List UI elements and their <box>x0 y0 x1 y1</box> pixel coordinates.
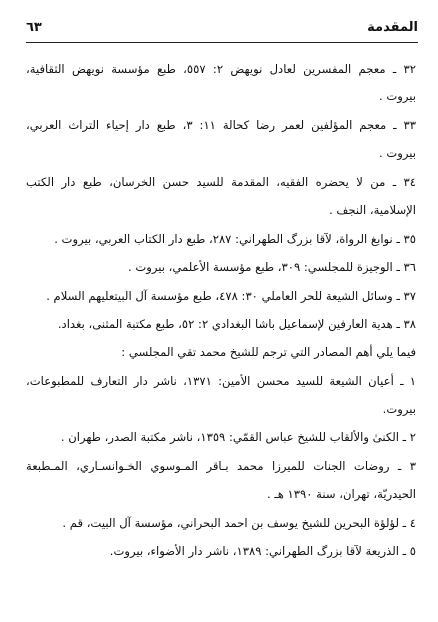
text-line: ٣٥ ـ نوابغ الرواة، لآقا بزرگ الطهراني: ٢٨٧، طبع دار الكتاب العربي، بيروت . <box>54 232 416 246</box>
chapter-title: المقدمة <box>367 20 418 35</box>
text-line: بيروت. <box>382 402 416 416</box>
text-line: فيما يلي أهم المصادر التي ترجم للشيخ محمد تقي المجلسي : <box>121 345 416 359</box>
page-header <box>26 20 418 42</box>
page-number: ٦٣ <box>26 20 42 35</box>
text-line: بيروت . <box>378 89 416 103</box>
text-line: ٢ ـ الكنىٰ والألقاب للشيخ عباس القمّي: ١٣٥٩، ناشر مكتبة الصدر، طهران . <box>60 430 416 444</box>
text-line: ٥ ـ الذريعة لآقا بزرگ الطهراني: ١٣٨٩، ناشر دار الأضواء، بيروت. <box>109 544 416 558</box>
text-line: الإسلامية، النجف . <box>329 203 416 217</box>
text-line: ٣٨ ـ هدية العارفين لإسماعيل باشا البغدادي ٢: ٥٢، طبع مكتبة المثنى، بغداد. <box>57 317 416 331</box>
text-line: الحيدريّة، تهران، سنة ١٣٩٠ هـ . <box>266 487 416 501</box>
header-divider <box>26 42 418 43</box>
text-line: ٣٧ ـ وسائل الشيعة للحر العاملي ٣٠: ٤٧٨، طبع مؤسسة آل البيتعليهم السلام . <box>46 289 416 303</box>
text-line: ٣ ـ روضات الجنات للميرزا محمد بـاقر المـوسوي الخـوانسـاري، المـطبعة <box>26 459 416 473</box>
text-line: بيروت . <box>378 146 416 160</box>
text-line: ٣٤ ـ من لا يحضره الفقيه، المقدمة للسيد حسن الخرسان، طبع دار الكتب <box>26 175 416 189</box>
text-line: ٣٢ ـ معجم المفسرين لعادل نويهض ٢: ٥٥٧، طبع مؤسسة نويهض الثقافية، <box>26 62 416 76</box>
text-line: ٣٦ ـ الوجيزة للمجلسي: ٣٠٩، طبع مؤسسة الأعلمي، بيروت . <box>127 260 416 274</box>
text-line: ٤ ـ لؤلؤة البحرين للشيخ يوسف بن احمد البحراني، مؤسسة آل البيت، قم . <box>62 516 416 530</box>
text-line: ٣٣ ـ معجم المؤلفين لعمر رضا كحالة ١١: ٣، طبع دار إحياء التراث العربي، <box>26 118 416 132</box>
text-line: ١ ـ أعيان الشيعة للسيد محسن الأمين: ١٣٧١، ناشر دار التعارف للمطبوعات، <box>26 374 416 388</box>
